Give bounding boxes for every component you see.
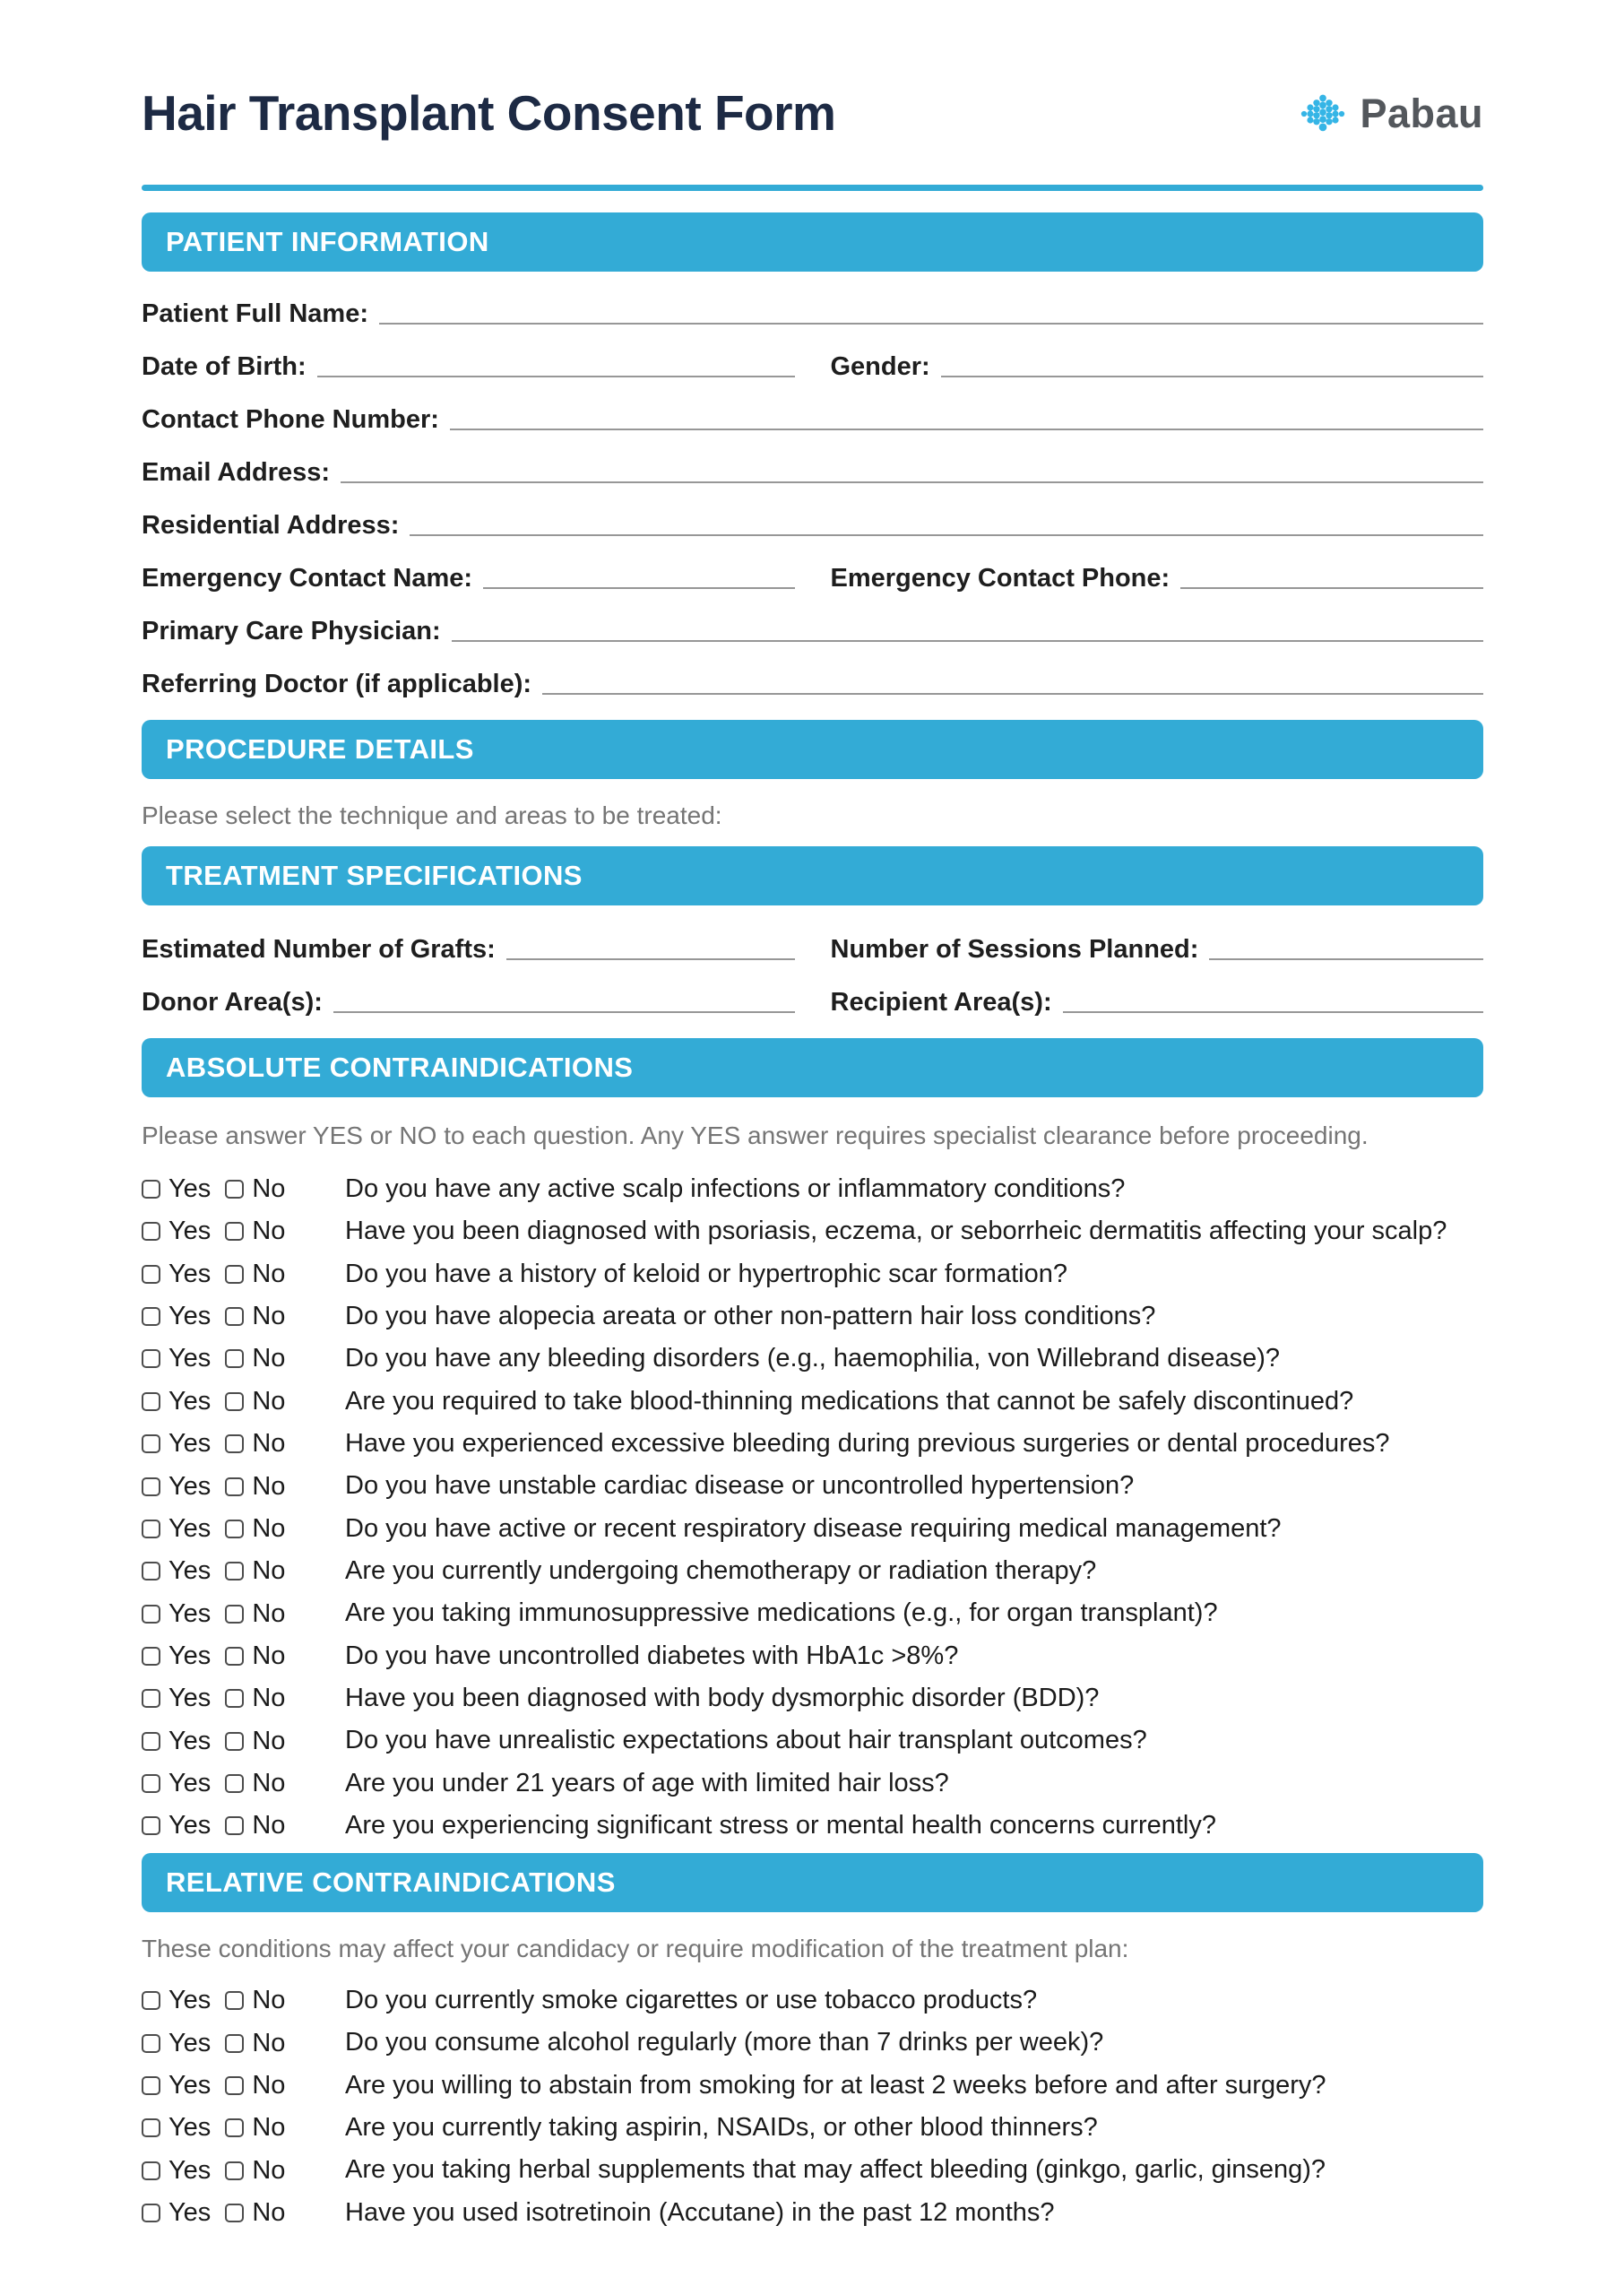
question-row	[142, 2155, 1483, 2185]
yes-no-choice	[142, 2155, 345, 2185]
no-checkbox[interactable]	[225, 1647, 244, 1666]
yes-no-choice	[142, 1988, 345, 2014]
question-row	[142, 1684, 1483, 1713]
field-input-line[interactable]	[333, 1010, 795, 1013]
no-label: No	[252, 1513, 286, 1543]
yes-checkbox[interactable]	[142, 1991, 160, 2010]
question-row	[142, 1302, 1483, 1331]
section-header-absolute-contraindications	[142, 1038, 1483, 1097]
no-checkbox[interactable]	[225, 1392, 244, 1411]
no-checkbox[interactable]	[225, 2161, 244, 2180]
field-input-line[interactable]	[410, 533, 1483, 536]
form-header	[142, 0, 1483, 140]
yes-label: Yes	[168, 1259, 212, 1288]
question-group	[142, 1684, 1483, 1840]
yes-label: Yes	[168, 1513, 212, 1543]
question-group	[142, 1344, 1483, 1459]
question-text: Do you have alopecia areata or other non-pattern hair loss conditions?	[345, 1301, 1156, 1330]
yes-label: Yes	[168, 1174, 212, 1204]
field-label: Residential Address:	[142, 510, 400, 540]
question-row	[142, 2113, 1483, 2143]
question-text: Do you have a history of keloid or hypertrophic scar formation?	[345, 1259, 1067, 1288]
no-label: No	[252, 2197, 286, 2227]
yes-label: Yes	[168, 1386, 212, 1416]
question-row	[142, 1217, 1483, 1246]
form-field-row	[142, 561, 1483, 593]
question-text: Do you have uncontrolled diabetes with HbA1c >8%?	[345, 1641, 959, 1670]
form-field-row	[142, 932, 1483, 965]
section-heading-label: TREATMENT SPECIFICATIONS	[166, 860, 583, 892]
form-field-row	[142, 455, 1483, 488]
no-label: No	[252, 1302, 286, 1331]
yes-label: Yes	[168, 1986, 212, 2015]
question-text: Are you taking herbal supplements that may affect bleeding (ginkgo, garlic, ginseng)?	[345, 2155, 1326, 2185]
no-label: No	[252, 1471, 286, 1501]
yes-checkbox[interactable]	[142, 1265, 160, 1284]
no-label: No	[252, 1768, 286, 1797]
yes-no-choice	[142, 1768, 345, 1797]
question-row	[142, 1726, 1483, 1755]
yes-checkbox[interactable]	[142, 2204, 160, 2222]
field-label: Emergency Contact Name:	[142, 563, 473, 593]
no-checkbox[interactable]	[225, 1732, 244, 1751]
question-text: Are you willing to abstain from smoking for at least 2 weeks before and after surgery?	[345, 2070, 1326, 2100]
no-label: No	[252, 1726, 286, 1755]
question-row	[142, 2028, 1483, 2057]
question-text: Do you currently smoke cigarettes or use tobacco products?	[345, 1986, 1038, 2015]
field-input-line[interactable]	[1209, 957, 1483, 960]
yes-checkbox[interactable]	[142, 1477, 160, 1496]
yes-checkbox[interactable]	[142, 1392, 160, 1411]
yes-checkbox[interactable]	[142, 1816, 160, 1835]
form-field	[142, 932, 795, 965]
form-field	[142, 667, 1483, 699]
question-text: Are you under 21 years of age with limited hair loss?	[345, 1768, 949, 1797]
yes-no-choice	[142, 1471, 345, 1501]
no-checkbox[interactable]	[225, 1307, 244, 1326]
yes-no-choice	[142, 2028, 345, 2057]
field-label: Gender:	[830, 351, 930, 381]
yes-no-choice	[142, 1218, 345, 1244]
relative-contraindications-intro: These conditions may affect your candidacy or require modification of the treatment plan:	[142, 1935, 1129, 1963]
yes-no-choice	[142, 1598, 345, 1628]
question-text: Are you currently taking aspirin, NSAIDs, or other blood thinners?	[345, 2113, 1098, 2143]
no-label: No	[252, 1598, 286, 1628]
section-header-treatment-specifications	[142, 846, 1483, 905]
yes-label: Yes	[168, 1471, 212, 1501]
form-field	[831, 985, 1484, 1018]
no-checkbox[interactable]	[225, 1562, 244, 1581]
question-text: Have you been diagnosed with body dysmorphic disorder (BDD)?	[345, 1684, 1100, 1713]
form-field-row	[142, 403, 1483, 435]
section-header-patient-information	[142, 212, 1483, 272]
question-text: Do you have active or recent respiratory disease requiring medical management?	[345, 1513, 1282, 1543]
question-row	[142, 1260, 1483, 1289]
question-text: Are you currently undergoing chemotherapy or radiation therapy?	[345, 1556, 1097, 1586]
question-group	[142, 1174, 1483, 1331]
yes-label: Yes	[168, 1768, 212, 1797]
treatment-specifications-fields	[142, 932, 1483, 1018]
field-input-line[interactable]	[1180, 586, 1483, 589]
yes-no-choice	[142, 1176, 345, 1202]
field-input-line[interactable]	[452, 639, 1483, 642]
yes-checkbox[interactable]	[142, 1605, 160, 1624]
form-field-row	[142, 350, 1483, 382]
form-field	[831, 561, 1484, 593]
yes-checkbox[interactable]	[142, 2076, 160, 2095]
yes-checkbox[interactable]	[142, 2118, 160, 2137]
yes-checkbox[interactable]	[142, 1647, 160, 1666]
field-input-line[interactable]	[1063, 1010, 1483, 1013]
question-text: Do you have any bleeding disorders (e.g., haemophilia, von Willebrand disease)?	[345, 1344, 1280, 1373]
yes-label: Yes	[168, 1641, 212, 1670]
yes-label: Yes	[168, 2155, 212, 2185]
no-label: No	[252, 2070, 286, 2100]
question-row	[142, 1598, 1483, 1628]
field-input-line[interactable]	[341, 481, 1483, 483]
question-row	[142, 2071, 1483, 2100]
no-label: No	[252, 1386, 286, 1416]
yes-no-choice	[142, 2070, 345, 2100]
question-row	[142, 1556, 1483, 1586]
question-text: Do you consume alcohol regularly (more than 7 drinks per week)?	[345, 2028, 1104, 2057]
yes-label: Yes	[168, 1302, 212, 1331]
yes-label: Yes	[168, 2028, 212, 2057]
field-input-line[interactable]	[379, 322, 1483, 325]
yes-label: Yes	[168, 1811, 212, 1840]
no-label: No	[252, 1811, 286, 1840]
question-text: Do you have unstable cardiac disease or uncontrolled hypertension?	[345, 1471, 1135, 1501]
field-label: Donor Area(s):	[142, 988, 323, 1018]
form-field	[142, 403, 1483, 435]
yes-no-choice	[142, 1346, 345, 1372]
form-field	[142, 297, 1483, 329]
yes-label: Yes	[168, 1598, 212, 1628]
yes-checkbox[interactable]	[142, 1180, 160, 1199]
no-checkbox[interactable]	[225, 1774, 244, 1793]
form-field	[142, 508, 1483, 541]
form-field	[142, 614, 1483, 646]
yes-label: Yes	[168, 2070, 212, 2100]
field-label: Number of Sessions Planned:	[830, 935, 1199, 965]
yes-label: Yes	[168, 1217, 212, 1246]
section-header-relative-contraindications	[142, 1853, 1483, 1912]
form-field	[831, 932, 1484, 965]
yes-no-choice	[142, 1813, 345, 1839]
yes-label: Yes	[168, 2197, 212, 2227]
no-checkbox[interactable]	[225, 1477, 244, 1496]
yes-no-choice	[142, 1558, 345, 1584]
field-label: Email Address:	[142, 457, 331, 487]
form-field-row	[142, 297, 1483, 329]
question-group	[142, 1986, 1483, 2100]
no-checkbox[interactable]	[225, 1816, 244, 1835]
yes-label: Yes	[168, 1726, 212, 1755]
field-label: Estimated Number of Grafts:	[142, 935, 496, 965]
yes-no-choice	[142, 2115, 345, 2141]
question-row	[142, 1471, 1483, 1501]
absolute-contraindications-questions	[142, 1174, 1483, 1841]
yes-no-choice	[142, 1303, 345, 1329]
form-field-row	[142, 614, 1483, 646]
no-checkbox[interactable]	[225, 1689, 244, 1708]
no-checkbox[interactable]	[225, 1265, 244, 1284]
form-field	[142, 455, 1483, 488]
absolute-contraindications-intro: Please answer YES or NO to each question. Any YES answer requires specialist clearance before proceeding.	[142, 1122, 1369, 1150]
yes-label: Yes	[168, 1556, 212, 1586]
yes-checkbox[interactable]	[142, 1562, 160, 1581]
yes-label: Yes	[168, 2113, 212, 2143]
question-text: Do you have unrealistic expectations about hair transplant outcomes?	[345, 1726, 1147, 1755]
yes-label: Yes	[168, 1684, 212, 1713]
no-label: No	[252, 1344, 286, 1373]
no-label: No	[252, 1684, 286, 1713]
no-checkbox[interactable]	[225, 1222, 244, 1241]
procedure-details-intro: Please select the technique and areas to be treated:	[142, 801, 722, 829]
form-field-row	[142, 985, 1483, 1018]
question-group	[142, 2113, 1483, 2228]
no-checkbox[interactable]	[225, 2076, 244, 2095]
yes-label: Yes	[168, 1429, 212, 1459]
question-row	[142, 1174, 1483, 1204]
no-label: No	[252, 1641, 286, 1670]
pabau-logo	[1298, 89, 1483, 139]
no-checkbox[interactable]	[225, 2034, 244, 2053]
no-checkbox[interactable]	[225, 2118, 244, 2137]
yes-checkbox[interactable]	[142, 1732, 160, 1751]
no-label: No	[252, 1556, 286, 1586]
field-input-line[interactable]	[317, 375, 795, 377]
no-checkbox[interactable]	[225, 1605, 244, 1624]
form-field-row	[142, 667, 1483, 699]
question-text: Have you used isotretinoin (Accutane) in the past 12 months?	[345, 2197, 1055, 2227]
no-checkbox[interactable]	[225, 1991, 244, 2010]
form-field-row	[142, 508, 1483, 541]
no-label: No	[252, 1259, 286, 1288]
no-label: No	[252, 2028, 286, 2057]
question-row	[142, 1986, 1483, 2015]
section-heading-label: PROCEDURE DETAILS	[166, 732, 474, 765]
yes-checkbox[interactable]	[142, 1434, 160, 1453]
no-label: No	[252, 2113, 286, 2143]
yes-checkbox[interactable]	[142, 1774, 160, 1793]
question-row	[142, 1344, 1483, 1373]
field-input-line[interactable]	[506, 957, 795, 960]
no-label: No	[252, 1429, 286, 1459]
yes-label: Yes	[168, 1344, 212, 1373]
yes-no-choice	[142, 1728, 345, 1754]
section-heading-label: ABSOLUTE CONTRAINDICATIONS	[166, 1052, 634, 1084]
question-text: Are you required to take blood-thinning medications that cannot be safely discontinued?	[345, 1386, 1354, 1416]
field-label: Primary Care Physician:	[142, 616, 441, 645]
question-row	[142, 2198, 1483, 2228]
yes-checkbox[interactable]	[142, 1689, 160, 1708]
question-text: Have you been diagnosed with psoriasis, eczema, or seborrheic dermatitis affecting your scalp?	[345, 1217, 1447, 1246]
yes-no-choice	[142, 1685, 345, 1711]
question-group	[142, 1471, 1483, 1671]
form-field	[142, 985, 795, 1018]
section-header-procedure-details	[142, 720, 1483, 779]
yes-no-choice	[142, 2197, 345, 2227]
question-text: Are you taking immunosuppressive medications (e.g., for organ transplant)?	[345, 1598, 1218, 1628]
question-row	[142, 1811, 1483, 1840]
yes-checkbox[interactable]	[142, 1349, 160, 1368]
page-title: Hair Transplant Consent Form	[142, 85, 836, 141]
field-label: Referring Doctor (if applicable):	[142, 669, 532, 698]
field-input-line[interactable]	[483, 586, 794, 589]
no-label: No	[252, 1217, 286, 1246]
section-heading-label: PATIENT INFORMATION	[166, 225, 489, 257]
field-label: Emergency Contact Phone:	[830, 563, 1170, 593]
no-checkbox[interactable]	[225, 1180, 244, 1199]
no-label: No	[252, 1174, 286, 1204]
field-label: Date of Birth:	[142, 351, 307, 381]
field-input-line[interactable]	[941, 375, 1483, 377]
patient-information-fields	[142, 297, 1483, 699]
no-label: No	[252, 1986, 286, 2015]
yes-no-choice	[142, 1643, 345, 1669]
question-row	[142, 1387, 1483, 1416]
question-row	[142, 1514, 1483, 1544]
question-row	[142, 1429, 1483, 1459]
no-checkbox[interactable]	[225, 1349, 244, 1368]
field-input-line[interactable]	[542, 692, 1483, 695]
yes-checkbox[interactable]	[142, 1307, 160, 1326]
no-checkbox[interactable]	[225, 1520, 244, 1538]
no-checkbox[interactable]	[225, 1434, 244, 1453]
yes-no-choice	[142, 1431, 345, 1457]
yes-no-choice	[142, 1261, 345, 1287]
title-divider	[142, 185, 1483, 191]
field-label: Patient Full Name:	[142, 299, 368, 328]
form-content	[142, 0, 1483, 2228]
yes-no-choice	[142, 1513, 345, 1543]
question-text: Have you experienced excessive bleeding during previous surgeries or dental procedures?	[345, 1429, 1390, 1458]
pabau-wordmark: Pabau	[1360, 90, 1483, 136]
question-row	[142, 1769, 1483, 1798]
no-checkbox[interactable]	[225, 2204, 244, 2222]
question-row	[142, 1641, 1483, 1671]
no-label: No	[252, 2155, 286, 2185]
yes-no-choice	[142, 1386, 345, 1416]
pabau-diamond-icon	[1298, 89, 1348, 139]
field-input-line[interactable]	[450, 428, 1483, 430]
yes-checkbox[interactable]	[142, 2034, 160, 2053]
question-text: Are you experiencing significant stress or mental health concerns currently?	[345, 1811, 1216, 1840]
yes-checkbox[interactable]	[142, 2161, 160, 2180]
question-text: Do you have any active scalp infections or inflammatory conditions?	[345, 1173, 1126, 1203]
yes-checkbox[interactable]	[142, 1520, 160, 1538]
yes-checkbox[interactable]	[142, 1222, 160, 1241]
field-label: Recipient Area(s):	[830, 988, 1052, 1018]
section-heading-label: RELATIVE CONTRAINDICATIONS	[166, 1866, 616, 1899]
field-label: Contact Phone Number:	[142, 404, 439, 434]
form-field	[142, 561, 795, 593]
form-field	[142, 350, 795, 382]
form-field	[831, 350, 1484, 382]
relative-contraindications-questions	[142, 1986, 1483, 2228]
